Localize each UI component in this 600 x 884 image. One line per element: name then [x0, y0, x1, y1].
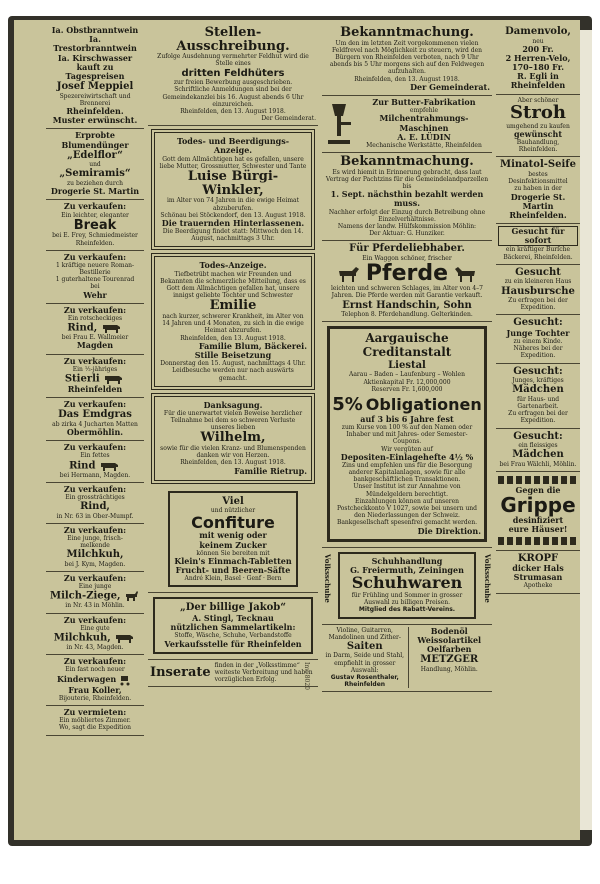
ad-line: melkende	[80, 542, 110, 550]
ad-headline-with-icon	[48, 674, 142, 686]
ad-line: Aktienkapital Fr. 12,000,000	[363, 378, 451, 386]
ad-line: eure Häuser!	[508, 524, 568, 535]
ad-line: Zu verkaufen:	[63, 251, 127, 262]
ad-line: Junge Tochter	[506, 327, 570, 338]
ad-line: können Sie bereiten mit	[196, 549, 270, 557]
ad-line: Stille Beisetzung	[194, 349, 272, 360]
ad-line: Zu verkaufen:	[63, 656, 127, 667]
ad-stierli	[46, 355, 144, 399]
ad-line: Um den im letzten Zeit vorgekommenen vielen Feldfrevel nach Möglichkeit zu steuern, wird den Bürgern von Rheinfelden verboten, nach 9 Uhr abends bis 5 Uhr morgens sich auf den Feldwegen aufzuhalten.	[329, 39, 485, 76]
cow-icon	[99, 460, 121, 472]
ad-name: Emilie	[209, 298, 257, 314]
ad-line: „Semiramis“	[59, 168, 131, 180]
ad-line: Weissolartikel	[417, 634, 482, 645]
ad-line: Gott dem Allmächtigen hat es gefallen, unsere liebe Mutter, Grossmutter, Schwester und Tante	[159, 155, 307, 170]
ad-line: keinem Zucker	[199, 539, 267, 550]
ad-schuhhandlung	[322, 548, 492, 625]
ad-line: Ein rotscheckiges	[67, 315, 123, 323]
ad-title: Bekanntmachung.	[340, 154, 474, 170]
ad-line: Gegen die	[515, 484, 561, 495]
ad-line: Wir vergüten auf	[381, 445, 433, 453]
ad-line: Für die unerwartet vielen Beweise herzlicher Teilnahme bei dem so schweren Verluste unseres lieben	[163, 409, 303, 432]
ad-line: A. E. LÜDIN	[397, 131, 451, 142]
ad-bestillerie	[46, 251, 144, 304]
ad-line: R. Egli in Rheinfelden	[510, 71, 566, 91]
ad-inserate	[148, 660, 318, 688]
ad-line: Drogerie St. Martin	[510, 191, 566, 211]
ad-line: kauft zu Tagespreisen	[65, 61, 125, 81]
ad-line: leichten und schweren Schlages, im Alter von 4–7 Jahren. Die Pferde werden mit Garantie verkauft.	[330, 285, 484, 300]
ad-line: in Nr. 63 in Ober-Mumpf.	[56, 512, 134, 520]
ad-obstbranntwein	[46, 24, 144, 129]
ad-todesanzeige-buergi	[151, 129, 315, 250]
ad-line: Milchentrahmungs-Maschinen	[379, 113, 469, 133]
ad-line: nützlichen Sammelartikeln:	[170, 622, 296, 633]
ad-line: Näheres bei der Expedition.	[513, 345, 563, 360]
ad-rind-3	[46, 483, 144, 524]
ad-name: Luise Bürgi-Winkler,	[187, 169, 279, 198]
ad-confiture	[148, 487, 318, 594]
ad-line: Namens der landw. Hülfskommission Möhlin:	[337, 223, 477, 231]
ad-line: G. Freiermuth, Zeiningen	[350, 564, 464, 575]
ad-todesanzeige-emilie	[151, 253, 315, 389]
ad-stellen-ausschreibung	[148, 24, 318, 126]
ad-line: Gesucht:	[513, 430, 563, 442]
ad-line: Frucht- und Beeren-Säfte	[175, 565, 291, 576]
ad-pferdeliebhaber	[322, 241, 492, 322]
ad-emdgras	[46, 398, 144, 441]
ad-line: Gesucht	[515, 266, 561, 278]
ad-line: und nützlicher	[210, 507, 256, 515]
ad-line: Drogerie St. Martin	[50, 186, 140, 197]
pram-icon	[119, 674, 133, 686]
ad-headline: Pferde	[365, 261, 449, 287]
ad-line: neu	[532, 37, 544, 45]
ad-tochter	[496, 315, 580, 363]
ad-line: Mitglied des Rabatt-Vereins.	[358, 606, 456, 614]
ad-line: Verkaufsstelle für Rheinfelden	[164, 638, 302, 649]
ad-line: Ein grossträchtiges	[65, 493, 125, 501]
column-2	[148, 24, 318, 814]
horse-icon	[452, 265, 478, 283]
ad-line: Zu vermieten:	[63, 706, 127, 717]
ad-line: Unser Institut ist zur Annahme von Mündelgeldern berechtigt.	[353, 483, 461, 498]
ad-headline-with-icon	[48, 460, 142, 472]
ad-line: Zu verkaufen:	[63, 399, 127, 410]
ad-line: Eine junge	[78, 583, 112, 591]
ad-line: Ein ½-jähriges	[72, 365, 118, 373]
ad-title: Für Pferdeliebhaber.	[349, 243, 465, 255]
ad-line: Erprobte Blumendünger	[61, 130, 129, 150]
ad-line: Gustav Rosenthaler, Rheinfelden	[330, 673, 399, 689]
ad-creditanstalt	[322, 322, 492, 548]
ad-line: Rind,	[80, 501, 110, 513]
ad-line: Stierli	[64, 373, 100, 385]
ad-rind	[46, 304, 144, 355]
ad-line: „Der billige Jakob“	[179, 602, 287, 614]
decorative-border	[498, 537, 578, 545]
ad-headline-with-icon	[48, 632, 142, 644]
ad-headline: Obligationen	[365, 394, 482, 414]
ad-line: Wehr	[83, 289, 107, 300]
ad-title: Bekanntmachung.	[340, 25, 474, 40]
ad-line: sowie für die vielen Kranz- und Blumenspenden danken wir von Herzen.	[160, 445, 306, 460]
ad-line: bei Hermann, Magden.	[59, 471, 131, 479]
ad-line: in Nr. 43, Magden.	[66, 644, 124, 652]
ad-line: zu einem Kinde.	[513, 338, 563, 346]
ad-line: für Frühling und Sommer in grosser Auswahl zu billigen Preisen.	[351, 591, 463, 607]
ad-line: zum Kurse von 100 % auf den Namen oder Inhaber und mit Jahres- oder Semester-Coupons.	[341, 423, 473, 446]
ad-line: Break	[73, 217, 117, 233]
ad-line: Rind	[69, 460, 96, 472]
ad-line: Magden	[76, 340, 114, 351]
ad-bekanntmachung-1	[322, 24, 492, 96]
ad-line: Mechanische Werkstätte, Rheinfelden	[366, 141, 482, 149]
ad-line: dicker Hals	[512, 563, 564, 574]
ad-line: ab zirka 4 Jucharten Matten	[52, 420, 138, 428]
ad-line: Familie Blum, Bäckerei.	[198, 340, 307, 351]
ad-line: Rheinfelden.	[509, 209, 567, 220]
ad-line: Zu verkaufen:	[63, 304, 127, 315]
ad-line: ein kräftiger Burſche	[505, 246, 571, 254]
ad-line: Milchkuh,	[53, 632, 111, 644]
ad-line: 170–180 Fr.	[512, 62, 564, 73]
ad-line: Eine junge, frisch-	[67, 535, 123, 543]
ad-headline-with-icon	[48, 322, 142, 334]
ad-saiten	[324, 627, 406, 689]
ad-line: Liestal	[388, 359, 426, 371]
ad-line: Confiture	[191, 512, 275, 532]
ad-line: zu haben in der	[514, 185, 562, 193]
ad-headline-with-icon	[48, 590, 142, 602]
ad-line: zu ein kleineren Haus	[504, 278, 572, 286]
ad-kropf	[496, 551, 580, 594]
ad-line: Stoffe, Wäsche, Schuhe, Verbandstoffe	[174, 632, 292, 640]
ad-line: Zu verkaufen:	[63, 355, 127, 366]
ad-line: Violine, Guitarren, Mandolinen und Zither-	[328, 626, 401, 641]
ad-line: Ein Waggon schöner, frischer	[362, 254, 452, 262]
decorative-border	[498, 476, 578, 484]
ad-break	[46, 200, 144, 250]
ad-line: A. Stingl, Tecknau	[192, 612, 274, 623]
ad-line: Milch-Ziege,	[50, 590, 121, 602]
ad-stroh	[496, 95, 580, 158]
ad-line: Zu erfragen bei der Expedition.	[508, 297, 568, 312]
ad-line: 1 kräftige neuere Roman-Bestillerie	[55, 261, 135, 277]
ad-line: 200 Fr.	[522, 43, 554, 54]
ad-line: Obermöhlin.	[66, 427, 124, 438]
ad-line: Schönau bei Stöckendorf, den 13. August 1918.	[160, 211, 306, 219]
ad-line: Die Direktion.	[417, 525, 481, 536]
ad-line: Mädchen	[512, 449, 564, 461]
ad-line: bei J. Kym, Magden.	[64, 560, 126, 568]
ad-bursche	[496, 224, 580, 265]
ad-title: Todes- und Beerdigungs-Anzeige.	[176, 136, 290, 156]
ad-line: Der Gemeinderat.	[261, 115, 316, 123]
ad-bodenoel	[408, 627, 491, 689]
ad-line: Rheinfelden, den 13. August 1918.	[354, 75, 460, 83]
ad-line: Ein fettes	[80, 452, 110, 460]
ad-line: Bauhandlung, Rheinfelden.	[516, 139, 560, 154]
ad-line: finden in der „Volksstimme“ weiteste Verbreitung und haben vorzüglichen Erfolg.	[214, 661, 313, 684]
ad-line: Viel	[222, 495, 244, 507]
ad-line: umgehend zu kaufen	[506, 122, 570, 130]
ad-line: Ernst Handschin, Sohn	[342, 299, 472, 311]
ad-line: nach kurzer, schwerer Krankheit, im Alter von 14 Jahren und 4 Monaten, zu sich in die ewige Heimat abzurufen.	[162, 313, 304, 335]
ad-line: Hausbursche	[501, 285, 575, 297]
ad-line: Das Emdgras	[58, 409, 132, 421]
ad-line: Rheinfelden.	[66, 106, 124, 116]
ad-line: Rind,	[67, 322, 98, 334]
ad-line: Rheinfelden, den 13. August 1918.	[180, 107, 286, 115]
ad-line: Tiefbetrübt machen wir Freunden und Bekannten die schmerzliche Mitteilung, dass es Gott dem Allmächtigen gefallen hat, unsere innigst geliebte Tochter und Schwester	[160, 270, 306, 300]
ad-line: gewünscht	[513, 128, 563, 139]
ad-line: Gesucht:	[513, 365, 563, 377]
ad-line: Aber schöner	[517, 96, 559, 104]
ad-bekanntmachung-2	[322, 153, 492, 241]
column-1	[46, 24, 144, 814]
ad-line: Mädchen	[512, 384, 564, 396]
ad-title: Danksagung.	[203, 399, 263, 410]
ad-line: Zufolge Ausdehnung vermehrter Feldhut wird die Stelle eines	[157, 53, 309, 68]
ad-line: bei E. Frey, Schmiedmeister	[52, 232, 138, 240]
ad-line: Ein leichter, eleganter	[61, 211, 129, 219]
ad-line: Handlung, Möhlin.	[420, 665, 478, 673]
ad-line: Zu verkaufen:	[63, 524, 127, 535]
ad-line: und	[89, 161, 101, 169]
ad-maedchen-1	[496, 364, 580, 429]
ad-line: Bodenöl	[430, 625, 468, 636]
ad-line: zu beziehen durch	[67, 179, 123, 187]
ad-line: „Edelflor“	[67, 149, 123, 161]
ad-name: Wilhelm,	[200, 430, 266, 446]
ad-ziege	[46, 572, 144, 614]
ad-headline: Stroh	[510, 101, 566, 123]
ad-line: Familie Rietrup.	[234, 465, 307, 476]
ad-line: in Darm, Seide und Stahl, empfiehlt in grosser Auswahl:	[325, 652, 405, 674]
ad-title: Todes-Anzeige.	[199, 260, 267, 271]
ad-line: desinfiziert	[512, 515, 564, 526]
ad-line: bei Frau Wälchli, Möhlin.	[499, 460, 577, 468]
ad-line: Der Gemeinderat.	[410, 81, 490, 92]
ad-title: Zur Butter-Fabrikation	[372, 96, 476, 107]
ad-line: Ia. Obstbranntwein	[51, 25, 139, 35]
ad-line: Leidbesuche werden nur nach auswärts gemacht.	[172, 367, 294, 382]
ad-line: Damenvolo,	[505, 26, 571, 37]
ad-saiten-bodenoel	[322, 625, 492, 693]
ad-line: Reserven Fr. 1,600,000	[371, 385, 443, 393]
cow-icon	[101, 322, 123, 334]
ad-line: 1 guterhaltene Tourenrad	[55, 276, 135, 284]
ad-line: Gesucht:	[513, 317, 563, 329]
ad-line: Strumasan	[513, 572, 563, 583]
ad-line: zur freien Bewerbung ausgeschrieben.	[173, 79, 293, 87]
ad-line: bei	[90, 283, 100, 291]
ad-line: Bäckerei, Rheinfelden.	[503, 253, 573, 261]
ad-line: André Klein, Basel · Genf · Bern	[184, 575, 282, 583]
ad-milchkuh-2	[46, 614, 144, 656]
ad-line: Muster erwünscht.	[52, 115, 138, 126]
ad-line: Spezereiwirtschaft und Brennerei	[59, 92, 131, 107]
ad-line: Rheinfelden, den 13. August 1918.	[180, 334, 286, 342]
ad-maedchen-2	[496, 429, 580, 472]
ad-line: Saiten	[346, 640, 383, 652]
cow-icon	[114, 632, 136, 644]
ad-line: Gesucht für sofort	[498, 226, 578, 246]
ad-line: Zu erfragen bei der Expedition.	[508, 410, 568, 425]
ad-line: Klein's Einmach-Tabletten	[174, 555, 292, 566]
ad-title: Inserate	[150, 664, 211, 680]
vertical-label: Volksschuhe	[483, 553, 492, 603]
ad-line: Aarau – Baden – Laufenburg – Wohlen	[349, 371, 465, 379]
column-4	[496, 24, 580, 814]
ad-line: Nachher erfolgt der Einzug durch Betreibung ohne Einzelverhältnisse.	[328, 208, 486, 223]
ad-line: Kinderwagen	[56, 673, 117, 684]
ad-line: Die Beerdigung findet statt: Mittwoch den 14. August, nachmittags 3 Uhr.	[162, 228, 304, 243]
ad-line: Zu verkaufen:	[63, 573, 127, 584]
ad-line: Eine gute	[80, 624, 110, 632]
ad-line: Ein möbliertes Zimmer.	[59, 717, 131, 725]
ad-line: Oelfarben	[427, 643, 472, 654]
ad-line: Bijouterie, Rheinfelden.	[58, 694, 132, 702]
ad-line: bestes Desinfektionsmittel	[508, 170, 568, 186]
ad-velo	[496, 24, 580, 95]
ad-line: Telephon 8. Pferdehandlung. Gelterkinden.	[341, 311, 473, 319]
ad-line: empfehle	[409, 107, 439, 115]
ad-title: Stellen-Ausschreibung.	[176, 25, 290, 54]
ad-line: Zins und empfehlen uns für die Besorgung anderer Kapitalanlagen, sowie für alle bankgeschäftlichen Transaktionen.	[341, 461, 473, 484]
ad-line: Depositen-Einlagehefte 4½ %	[340, 451, 474, 462]
ad-line: dritten Feldhüters	[181, 67, 285, 79]
ad-line: im Alter von 74 Jahren in die ewige Heimat abzuberufen.	[166, 197, 300, 212]
ad-milchkuh	[46, 524, 144, 572]
ad-line: Ia. Kirschwasser	[57, 52, 133, 63]
ad-line: Schriftliche Anmeldungen sind bei der Gemeindekanzlei bis 16. August abends 6 Uhr einzureichen.	[162, 86, 304, 108]
ad-line: Zu verkaufen:	[63, 442, 127, 453]
ad-zimmer	[46, 706, 144, 736]
ad-line: in Nr. 43 in Möhlin.	[65, 602, 125, 610]
ad-line: Rheinfelden.	[75, 239, 115, 247]
page-edge	[580, 30, 592, 830]
interest-rate: 5%	[332, 393, 363, 415]
ad-hausbursche	[496, 265, 580, 316]
ad-line: Zu verkaufen:	[63, 201, 127, 212]
ad-line: Junges, kräftiges	[512, 377, 564, 385]
ad-danksagung	[151, 393, 315, 484]
ad-line: bei Frau E. Wallmeier	[61, 334, 129, 342]
ad-title: Aargauische Creditanstalt	[362, 331, 452, 360]
ad-line: Donnerstag den 15. August, nachmittags 4 Uhr.	[160, 360, 306, 368]
ad-line: ein fleissiges	[518, 442, 558, 450]
ad-line: Es wird hiemit in Erinnerung gebracht, dass laut Vertrag der Pachtzins für die Gemeindelandparzellen bis	[325, 168, 489, 191]
ad-line: KROPF	[517, 552, 559, 564]
ad-line: Josef Meppiel	[56, 81, 134, 93]
ad-minatol	[496, 157, 580, 224]
ad-line: Frau Koller,	[68, 684, 122, 695]
ad-line: Die trauernden Hinterlassenen.	[161, 217, 305, 228]
horse-icon	[336, 265, 362, 283]
archive-stamp: Inv. 8020	[303, 662, 310, 690]
ad-kinderwagen	[46, 655, 144, 706]
ad-line: für Haus- und Gartenarbeit.	[516, 395, 560, 411]
ad-rind-2	[46, 441, 144, 483]
column-3	[322, 24, 492, 814]
ad-line: Wo, sagt die Expedition	[59, 724, 131, 732]
ad-line: 2 Herren-Velo,	[505, 52, 571, 63]
ad-blumenduenger	[46, 129, 144, 200]
ad-line: Minatol-Seife	[500, 159, 576, 171]
ad-title: Schuhhandlung	[371, 555, 443, 566]
vertical-label: Volksschuhe	[323, 553, 333, 603]
ad-line: Milchkuh,	[66, 549, 124, 561]
ad-grippe	[496, 472, 580, 551]
ad-line: Einzahlungen können auf unseren Postcheckkonto V 1027, sowie bei unsern und den Niederlassungen der Schweiz. Bankgesellschaft spesenfrei gemacht werden.	[336, 497, 478, 527]
ad-headline: Schuhwaren	[351, 573, 463, 593]
ad-billige-jakob	[148, 593, 318, 659]
ad-line: METZGER	[420, 654, 479, 666]
ad-line: Apotheke	[523, 582, 553, 590]
cream-separator-icon	[324, 102, 354, 146]
ad-line: auf 3 bis 6 Jahre fest	[360, 413, 454, 424]
ad-line: Ein fast noch neuer	[65, 666, 125, 674]
ad-line: Der Aktuar: G. Hunziker.	[369, 230, 445, 238]
goat-icon	[124, 590, 140, 602]
ad-headline: Grippe	[500, 493, 576, 518]
ad-line: mit wenig oder	[199, 530, 267, 541]
ad-line: Rheinfelden	[67, 383, 123, 394]
ad-line: 1. Sept. nächsthin bezahlt werden muss.	[330, 189, 484, 209]
ad-line: Ia. Trestorbranntwein	[53, 34, 137, 54]
ad-line: Rheinfelden, den 13. August 1918.	[180, 459, 286, 467]
ad-line: Zu verkaufen:	[63, 483, 127, 494]
ad-butter-fabrikation	[322, 96, 492, 153]
ad-line: Zu verkaufen:	[63, 614, 127, 625]
